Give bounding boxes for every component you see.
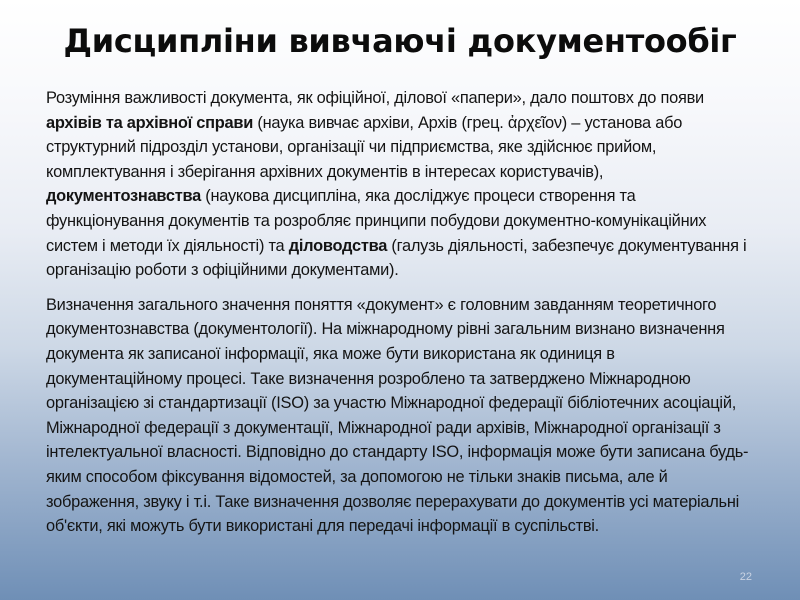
term-archives: архівів та архівної справи	[46, 113, 254, 132]
slide-title: Дисципліни вивчаючі документообіг	[63, 22, 737, 60]
term-document-science: документознавства	[46, 187, 201, 206]
term-record-keeping: діловодства	[288, 236, 388, 255]
slide-body	[46, 86, 752, 539]
paragraph-2: Визначення загального значення поняття «документ» є головним завданням теоретичного документознавства (документології). На міжнародному рівні загальним визнано визначення документа як записаної інформації, яка може бути використана як одиниця в документаційному процесі. Таке визначення розроблено та затверджено Міжнародною організацією зі стандартизації (ISO) за участю Міжнародної федерації бібліотечних асоціацій, Міжнародної федерації з документації, Міжнародної ради архівів, Міжнародної організації з інтелектуальної власності. Відповідно до стандарту ISO, інформація може бути записана будь-яким способом фіксування відомостей, за допомогою не тільки знаків письма, але й зображення, звуку і т.і. Таке визначення дозволяє перерахувати до документів усі матеріальні об'єкти, які можуть бути використані для передачі інформації в суспільстві.	[46, 295, 749, 536]
paragraph-1-text-2: (наука вивчає архіви, Архів (грец. ἀρχεῖον) – установа або структурний підрозділ установи, організації чи підприємства, яке здійснює прийом, комплектування і зберігання архівних документів в інтересах користувачів),	[46, 113, 683, 181]
page-number: 22	[739, 571, 752, 583]
paragraph-1-text-1: Розуміння важливості документа, як офіційної, ділової «папери», дало поштовх до появи	[46, 89, 704, 107]
paragraph-1	[46, 86, 752, 283]
paragraph-1-text-4: (галузь діяльності, забезпечує документування і організацію роботи з офіційними документами).	[46, 236, 747, 280]
paragraph-1-text-3: (наукова дисципліна, яка досліджує процеси створення та функціонування документів та розробляє принципи побудови документно-комунікаційних систем і методи їх діяльності) та	[46, 187, 707, 255]
